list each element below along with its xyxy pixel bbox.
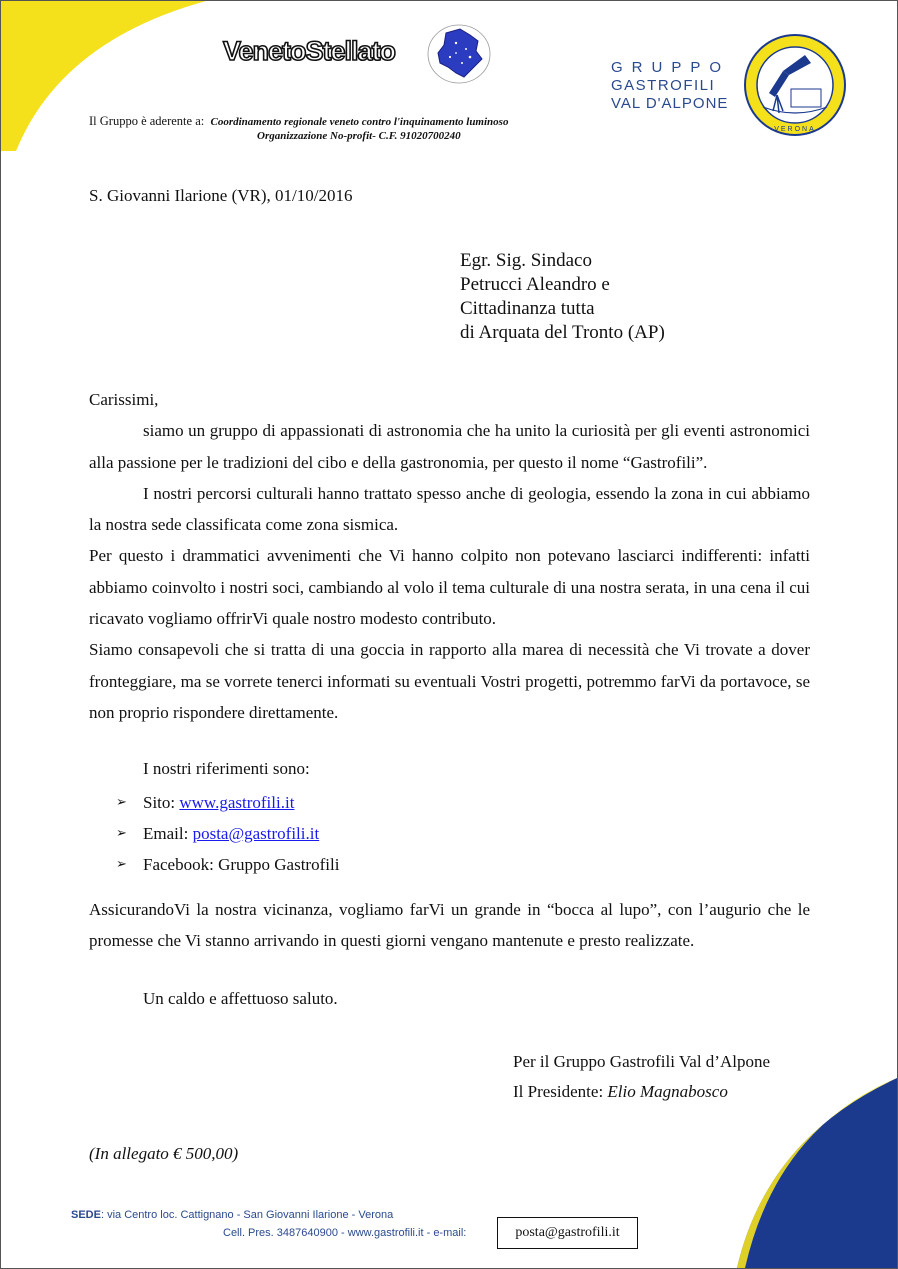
signature-role: Il Presidente: xyxy=(513,1082,608,1101)
body-paragraph: I nostri percorsi culturali hanno trattato spesso anche di geologia, essendo la zona in cui abbiamo la nostra sede classificata come zona sismica. xyxy=(89,483,810,535)
list-item xyxy=(116,849,339,880)
footer-sede-label: SEDE xyxy=(71,1209,101,1221)
ref-label: Facebook: xyxy=(143,855,219,874)
signature-name: Elio Magnabosco xyxy=(607,1082,728,1101)
facebook-value: Gruppo Gastrofili xyxy=(218,855,340,874)
footer-address xyxy=(71,1209,393,1221)
body-paragraph: siamo un gruppo di appassionati di astronomia che ha unito la curiosità per gli eventi astronomici alla passione per le tradizioni del cibo e della gastronomia, per questo il nome “Gastrofili”. xyxy=(89,421,810,472)
arrow-bullet-icon: ➢ xyxy=(116,826,127,841)
footer-email-box: posta@gastrofili.it xyxy=(497,1217,638,1249)
logo-line-valdalpone: VAL D'ALPONE xyxy=(611,95,729,112)
signature-block xyxy=(513,1047,770,1107)
signature-line: Per il Gruppo Gastrofili Val d’Alpone xyxy=(513,1052,771,1071)
recipient-line: Egr. Sig. Sindaco xyxy=(460,250,592,271)
ref-label: Sito: xyxy=(143,793,180,812)
enclosure-note: (In allegato € 500,00) xyxy=(89,1144,239,1163)
body-paragraph: Per questo i drammatici avvenimenti che Vi hanno colpito non potevano lasciarci indifferenti: infatti abbiamo coinvolto i nostri soci, cambiando al volo il tema culturale di una nostra serata, in una cena il cui ricavato vogliamo offrirVi quale nostro modesto contributo. xyxy=(89,546,810,629)
gastrofili-telescope-emblem-icon xyxy=(743,33,847,137)
venetostellato-logo-text: VenetoStellato xyxy=(223,36,396,66)
gastrofili-logo-text xyxy=(611,59,730,113)
logo-ring-text: VERONA xyxy=(774,126,816,133)
refs-list xyxy=(116,787,339,880)
adherent-label: Il Gruppo è aderente a: xyxy=(89,114,205,128)
nonprofit-line: Organizzazione No-profit- C.F. 91020700240 xyxy=(257,130,461,142)
salutation: Carissimi, xyxy=(89,390,159,409)
ref-label: Email: xyxy=(143,824,193,843)
veneto-starmap-icon xyxy=(426,23,492,85)
logo-line-gastrofili: GASTROFILI xyxy=(611,77,716,94)
footer-address-text: : via Centro loc. Cattignano - San Giovanni Ilarione - Verona xyxy=(100,1209,394,1221)
arrow-bullet-icon: ➢ xyxy=(116,795,127,810)
letter-body xyxy=(89,384,810,728)
recipient-line: di Arquata del Tronto (AP) xyxy=(460,322,665,343)
signature-line xyxy=(513,1077,770,1107)
recipient-line: Petrucci Aleandro e xyxy=(460,274,610,295)
dateline: S. Giovanni Ilarione (VR), 01/10/2016 xyxy=(89,186,353,205)
arrow-bullet-icon: ➢ xyxy=(116,857,127,872)
adherent-org: Coordinamento regionale veneto contro l'inquinamento luminoso xyxy=(210,116,509,128)
body-paragraph: Siamo consapevoli che si tratta di una goccia in rapporto alla marea di necessità che Vi trovate a dover fronteggiare, ma se vorrete tenerci informati su eventuali Vostri progetti, potremmo farVi da portavoce, se non proprio rispondere direttamente. xyxy=(89,640,810,722)
closing-paragraph: AssicurandoVi la nostra vicinanza, vogliamo farVi un grande in “bocca al lupo”, con l’augurio che le promesse che Vi stanno arrivando in questi giorni vengano mantenute e presto realizzate. xyxy=(89,900,810,951)
list-item xyxy=(116,818,339,849)
email-link[interactable]: posta@gastrofili.it xyxy=(192,824,320,843)
logo-line-gruppo: GRUPPO xyxy=(611,59,731,76)
greeting: Un caldo e affettuoso saluto. xyxy=(143,989,338,1008)
refs-intro: I nostri riferimenti sono: xyxy=(143,759,310,778)
adherent-line xyxy=(89,114,508,129)
list-item xyxy=(116,787,339,818)
recipient-line: Cittadinanza tutta xyxy=(460,298,595,319)
recipient-block xyxy=(460,249,665,345)
website-link[interactable]: www.gastrofili.it xyxy=(179,793,295,812)
footer-contacts: Cell. Pres. 3487640900 - www.gastrofili.it - e-mail: xyxy=(223,1227,467,1239)
